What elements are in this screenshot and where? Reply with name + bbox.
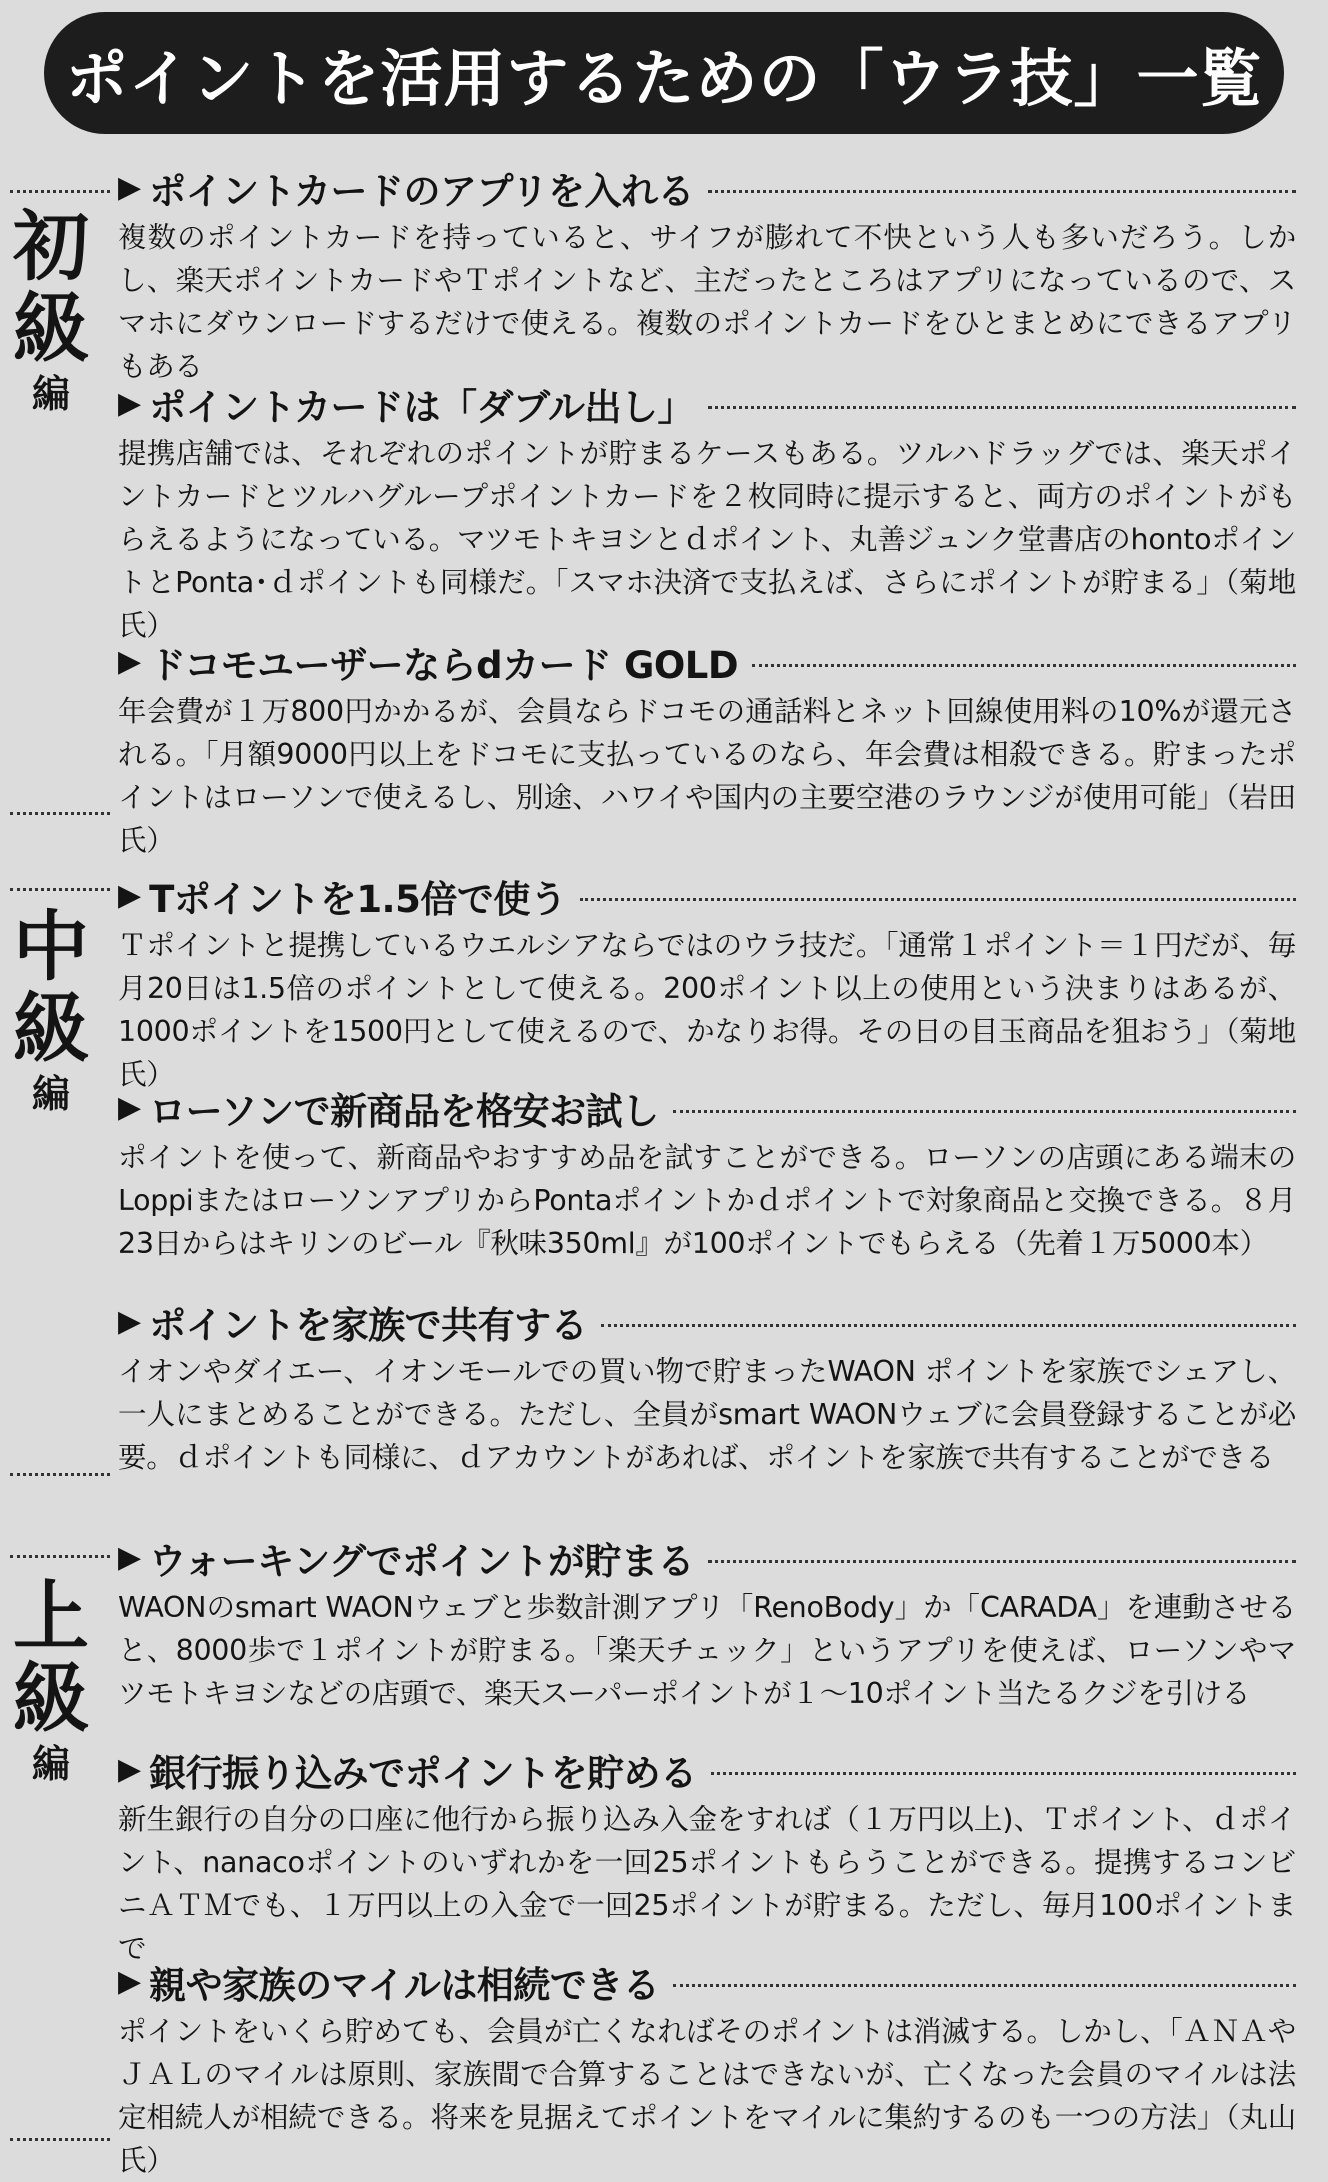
dotted-rule [580,898,1296,901]
tip-body: 新生銀行の自分の口座に他行から振り込み入金をすれば（１万円以上)、Ｔポイント、ｄポイント、nanacoポイントのいずれかを一回25ポイントもらうことができる。提携するコンビニＡＴＭでも、１万円以上の入金で一回25ポイントが貯まる。ただし、毎月100ポイントまで [118,1803,1296,1965]
dotted-rule [673,1110,1296,1113]
triangle-right-icon: ▶ [118,1752,142,1787]
level-vertical-beginner [10,202,92,416]
dotted-rule [711,1772,1296,1775]
tip-heading [118,1082,1296,1134]
tip-body: 提携店舗では、それぞれのポイントが貯まるケースもある。ツルハドラッグでは、楽天ポイントカードとツルハグループポイントカードを２枚同時に提示すると、両方のポイントがもらえるようになっている。マツモトキヨシとｄポイント、丸善ジュンク堂書店のhontoポイントとPonta･ｄポイントも同様だ。「スマホ決済で支払えば、さらにポイントが貯まる」（菊地氏） [118,437,1296,642]
tip-title: Tポイントを1.5倍で使う [149,878,567,921]
section-divider [10,812,110,815]
tip-heading [118,1744,1296,1796]
level-vertical-intermediate [10,902,92,1116]
tip-item [118,1956,1296,2182]
section-divider [10,1473,110,1476]
tip-body: イオンやダイエー、イオンモールでの買い物で貯まったWAON ポイントを家族でシェアし、一人にまとめることができる。ただし、全員がsmart WAONウェブに会員登録することが必要。ｄポイントも同様に、ｄアカウントがあれば、ポイントを家族で共有することができる [118,1355,1296,1474]
tip-body: 年会費が１万800円かかるが、会員ならドコモの通話料とネット回線使用料の10%が還元される。「月額9000円以上をドコモに支払っているのなら、年会費は相殺できる。貯まったポイントはローソンで使えるし、別途、ハワイや国内の主要空港のラウンジが使用可能」（岩田氏） [118,695,1296,857]
dotted-rule [601,1324,1296,1327]
triangle-right-icon: ▶ [118,1964,142,1999]
level-character: 中 [13,902,89,991]
tip-item [118,162,1296,388]
level-character: 級 [13,984,89,1073]
tip-body: Ｔポイントと提携しているウエルシアならではのウラ技だ。「通常１ポイント＝１円だが、毎月20日は1.5倍のポイントとして使える。200ポイント以上の使用という決まりはあるが、1000ポイントを1500円として使えるので、かなりお得。その日の目玉商品を狙おう」（菊地氏） [118,929,1296,1091]
title-banner [44,12,1284,134]
tip-body: ポイントをいくら貯めても、会員が亡くなればそのポイントは消滅する。しかし、「ＡＮＡやＪＡＬのマイルは原則、家族間で合算することはできないが、亡くなった会員のマイルは法定相続人が相続できる。将来を見据えてポイントをマイルに集約するのも一つの方法」（丸山氏） [118,2015,1296,2177]
section-divider [10,190,110,193]
tip-item [118,1532,1296,1715]
tip-heading [118,1956,1296,2008]
triangle-right-icon: ▶ [118,170,142,205]
tip-heading [118,636,1296,688]
tip-item [118,636,1296,862]
triangle-right-icon: ▶ [118,386,142,421]
tip-title: 親や家族のマイルは相続できる [149,1964,660,2007]
tip-item [118,378,1296,647]
triangle-right-icon: ▶ [118,1304,142,1339]
tip-heading [118,1532,1296,1584]
level-suffix: 編 [31,1071,70,1116]
level-character: 級 [13,284,89,373]
level-suffix: 編 [31,1741,70,1786]
tip-item [118,1744,1296,1970]
tip-body: WAONのsmart WAONウェブと歩数計測アプリ「RenoBody」か「CARADA」を連動させると、8000歩で１ポイントが貯まる。「楽天チェック」というアプリを使えば、ローソンやマツモトキヨシなどの店頭で、楽天スーパーポイントが１～10ポイント当たるクジを引ける [118,1591,1296,1710]
triangle-right-icon: ▶ [118,644,142,679]
tip-heading [118,162,1296,214]
dotted-rule [708,1560,1296,1563]
triangle-right-icon: ▶ [118,1540,142,1575]
level-character: 級 [13,1654,89,1743]
section-divider [10,888,110,891]
tip-item [118,1296,1296,1479]
tip-title: 銀行振り込みでポイントを貯める [149,1752,697,1795]
tip-heading [118,1296,1296,1348]
dotted-rule [673,1984,1296,1987]
triangle-right-icon: ▶ [118,878,142,913]
tip-title: ローソンで新商品を格安お試し [149,1090,659,1133]
level-character: 上 [13,1572,89,1661]
tip-title: ポイントを家族で共有する [149,1304,588,1347]
tip-title: ドコモユーザーならdカード GOLD [149,644,739,687]
triangle-right-icon: ▶ [118,1090,142,1125]
tip-title: ポイントカードのアプリを入れる [149,170,694,213]
tip-heading [118,378,1296,430]
level-character: 初 [13,202,89,291]
section-divider [10,1555,110,1558]
section-divider [10,2138,110,2141]
tip-title: ウォーキングでポイントが貯まる [149,1540,694,1583]
dotted-rule [752,664,1296,667]
tip-body: 複数のポイントカードを持っていると、サイフが膨れて不快という人も多いだろう。しかし、楽天ポイントカードやＴポイントなど、主だったところはアプリになっているので、スマホにダウンロードするだけで使える。複数のポイントカードをひとまとめにできるアプリもある [118,221,1296,383]
tip-item [118,870,1296,1096]
tip-item [118,1082,1296,1265]
tip-heading [118,870,1296,922]
dotted-rule [708,406,1296,409]
level-vertical-advanced [10,1572,92,1786]
level-suffix: 編 [31,371,70,416]
dotted-rule [708,190,1296,193]
page-title: ポイントを活用するための「ウラ技」一覧 [65,41,1263,115]
tip-title: ポイントカードは「ダブル出し」 [149,386,694,429]
tip-body: ポイントを使って、新商品やおすすめ品を試すことができる。ローソンの店頭にある端末のLoppiまたはローソンアプリからPontaポイントかｄポイントで対象商品と交換できる。８月23日からはキリンのビール『秋味350ml』が100ポイントでもらえる（先着１万5000本） [118,1141,1296,1260]
